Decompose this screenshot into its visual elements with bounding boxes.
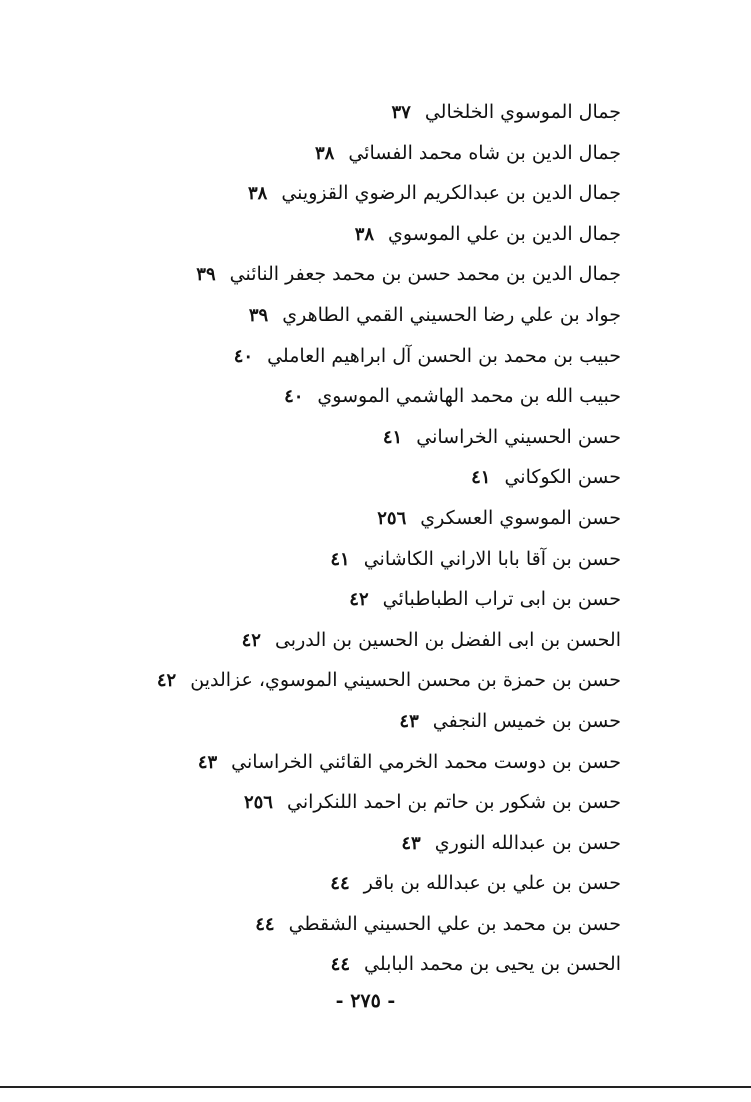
entry-name: حسن الحسيني الخراساني bbox=[416, 425, 621, 448]
index-entry bbox=[61, 498, 621, 539]
index-entries-list bbox=[61, 92, 621, 985]
index-entry bbox=[61, 660, 621, 701]
entry-name: الحسن بن يحيى بن محمد البابلي bbox=[364, 953, 621, 976]
entry-page-number: ٤٤ bbox=[330, 954, 351, 976]
entry-page-number: ٤٢ bbox=[156, 670, 177, 692]
entry-page-number: ٣٨ bbox=[314, 142, 335, 164]
entry-page-number: ٤١ bbox=[471, 467, 491, 489]
entry-name: حبيب الله بن محمد الهاشمي الموسوي bbox=[317, 385, 621, 408]
entry-page-number: ٤١ bbox=[382, 426, 403, 448]
entry-page-number: ٢٥٦ bbox=[243, 792, 273, 814]
entry-name: حسن بن حمزة بن محسن الحسيني الموسوي، عزالدين bbox=[190, 669, 621, 692]
index-entry bbox=[61, 92, 621, 133]
entry-name: حسن الموسوي العسكري bbox=[420, 506, 621, 529]
index-entry bbox=[61, 173, 621, 214]
entry-name: حسن بن شكور بن حاتم بن احمد اللنكراني bbox=[286, 791, 621, 814]
index-entry bbox=[61, 620, 621, 661]
entry-page-number: ٣٩ bbox=[248, 304, 269, 326]
entry-name: حسن بن خميس النجفي bbox=[432, 709, 621, 732]
footer-divider bbox=[0, 1086, 751, 1088]
entry-page-number: ٣٨ bbox=[354, 223, 375, 245]
entry-page-number: ٣٨ bbox=[248, 183, 268, 205]
entry-name: جمال الدين بن عبدالكريم الرضوي القزويني bbox=[281, 182, 621, 205]
entry-name: حسن الكوكاني bbox=[504, 466, 621, 489]
index-entry bbox=[61, 336, 621, 377]
entry-page-number: ٣٧ bbox=[391, 102, 411, 123]
entry-name: جمال الموسوي الخلخالي bbox=[424, 101, 621, 123]
entry-page-number: ٤٣ bbox=[401, 832, 421, 854]
entry-name: حسن بن عبدالله النوري bbox=[434, 831, 621, 854]
entry-name: حبيب بن محمد بن الحسن آل ابراهيم العاملي bbox=[267, 344, 621, 367]
index-entry bbox=[61, 417, 621, 458]
entry-name: حسن بن ابى تراب الطباطبائي bbox=[382, 588, 621, 611]
index-entry bbox=[61, 823, 621, 864]
entry-page-number: ٣٩ bbox=[196, 264, 216, 286]
entry-name: جمال الدين بن علي الموسوي bbox=[388, 222, 621, 245]
entry-page-number: ٤٠ bbox=[284, 386, 304, 408]
entry-name: جواد بن علي رضا الحسيني القمي الطاهري bbox=[282, 303, 621, 326]
entry-page-number: ٢٥٦ bbox=[377, 507, 407, 529]
entry-name: جمال الدين بن محمد حسن بن محمد جعفر النائني bbox=[229, 263, 621, 286]
index-entry bbox=[61, 904, 621, 945]
index-entry bbox=[61, 376, 621, 417]
entry-name: حسن بن محمد بن علي الحسيني الشقطي bbox=[288, 912, 621, 935]
entry-name: حسن بن آقا بابا الاراني الكاشاني bbox=[363, 547, 621, 570]
entry-name: حسن بن دوست محمد الخرمي القائني الخراساني bbox=[231, 750, 621, 773]
index-entry bbox=[61, 295, 621, 336]
index-entry bbox=[61, 742, 621, 783]
entry-page-number: ٤٤ bbox=[330, 873, 350, 895]
index-entry bbox=[61, 539, 621, 580]
entry-name: الحسن بن ابى الفضل بن الحسين بن الدربى bbox=[274, 628, 621, 651]
index-entry bbox=[61, 863, 621, 904]
entry-page-number: ٤٤ bbox=[255, 913, 275, 935]
page-number: - ٢٧٥ - bbox=[335, 990, 396, 1012]
index-entry bbox=[61, 579, 621, 620]
index-entry bbox=[61, 214, 621, 255]
entry-page-number: ٤٣ bbox=[197, 751, 218, 773]
entry-page-number: ٤٢ bbox=[349, 589, 369, 611]
index-entry bbox=[61, 457, 621, 498]
entry-page-number: ٤٢ bbox=[241, 629, 261, 651]
entry-name: حسن بن علي بن عبدالله بن باقر bbox=[363, 872, 621, 895]
entry-page-number: ٤٠ bbox=[233, 345, 254, 367]
index-entry bbox=[61, 782, 621, 823]
entry-page-number: ٤١ bbox=[330, 548, 350, 570]
index-entry bbox=[61, 701, 621, 742]
index-entry bbox=[61, 133, 621, 174]
index-entry bbox=[61, 254, 621, 295]
entry-name: جمال الدين بن شاه محمد الفسائي bbox=[348, 141, 621, 164]
entry-page-number: ٤٣ bbox=[399, 710, 419, 732]
index-entry bbox=[61, 944, 621, 985]
